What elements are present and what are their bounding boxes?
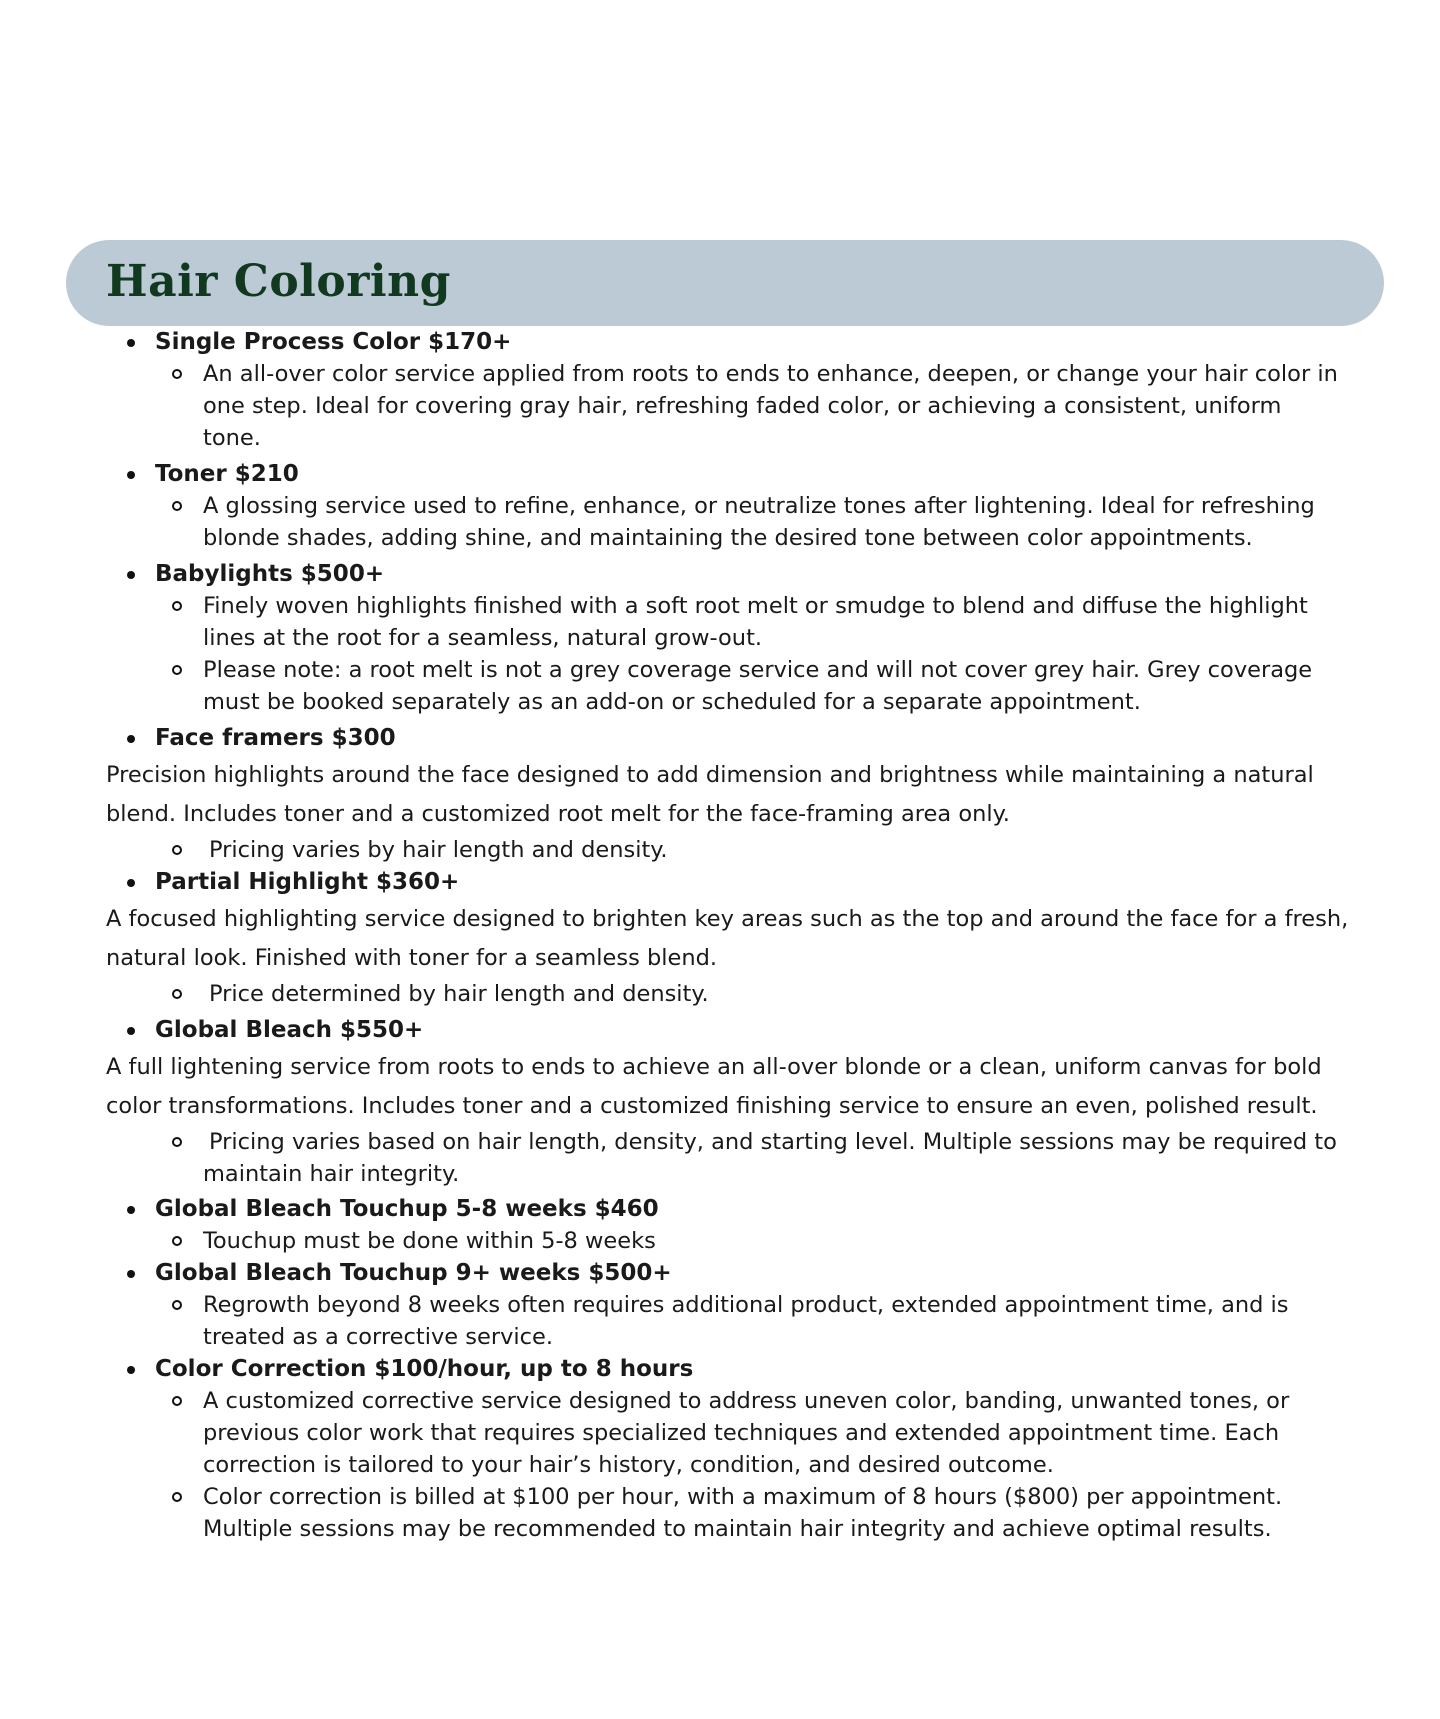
service-item — [0, 1353, 1440, 1545]
service-title: Toner $210 — [155, 458, 1440, 490]
service-item — [0, 1257, 1440, 1353]
service-title: Global Bleach Touchup 9+ weeks $500+ — [155, 1257, 1440, 1289]
service-description: A full lightening service from roots to ends to achieve an all-over blonde or a clean, uniform canvas for bold color transformations. Includes toner and a customized finishing service to ensure an even, polished result. — [106, 1054, 1322, 1119]
service-item — [0, 558, 1440, 718]
service-item — [0, 1193, 1440, 1257]
service-description: Precision highlights around the face designed to add dimension and brightness while maintaining a natural blend. Includes toner and a customized root melt for the face-framing area only. — [106, 762, 1314, 827]
section-title: Hair Coloring — [106, 256, 451, 307]
service-item — [0, 866, 1440, 1010]
service-item — [0, 1014, 1440, 1190]
service-detail: Finely woven highlights finished with a soft root melt or smudge to blend and diffuse the highlight lines at the root for a seamless, natural grow-out. — [203, 590, 1343, 654]
service-title: Single Process Color $170+ — [155, 326, 1440, 358]
section-header-band — [66, 240, 1384, 326]
service-title: Global Bleach Touchup 5-8 weeks $460 — [155, 1193, 1440, 1225]
service-detail: A customized corrective service designed to address uneven color, banding, unwanted tones, or previous color work that requires specialized techniques and extended appointment time. Each correction is tailored to your hair’s history, condition, and desired outcome. — [203, 1385, 1343, 1481]
service-detail: Please note: a root melt is not a grey coverage service and will not cover grey hair. Grey coverage must be booked separately as an add-on or scheduled for a separate appointment. — [203, 654, 1343, 718]
service-detail: Touchup must be done within 5-8 weeks — [203, 1225, 1343, 1257]
service-item — [0, 458, 1440, 554]
service-detail: Pricing varies based on hair length, density, and starting level. Multiple sessions may be required to maintain hair integrity. — [203, 1126, 1343, 1190]
service-description: A focused highlighting service designed to brighten key areas such as the top and around the face for a fresh, natural look. Finished with toner for a seamless blend. — [106, 906, 1349, 971]
service-detail: An all-over color service applied from roots to ends to enhance, deepen, or change your hair color in one step. Ideal for covering gray hair, refreshing faded color, or achieving a consistent, uniform tone. — [203, 358, 1343, 454]
service-title: Babylights $500+ — [155, 558, 1440, 590]
service-list — [0, 326, 1440, 1545]
service-detail: Price determined by hair length and density. — [203, 978, 1343, 1010]
service-item — [0, 722, 1440, 866]
service-title: Global Bleach $550+ — [155, 1014, 1440, 1046]
service-detail: Color correction is billed at $100 per hour, with a maximum of 8 hours ($800) per appointment. Multiple sessions may be recommended to maintain hair integrity and achieve optimal results. — [203, 1481, 1343, 1545]
service-detail: Regrowth beyond 8 weeks often requires additional product, extended appointment time, and is treated as a corrective service. — [203, 1289, 1343, 1353]
service-item — [0, 326, 1440, 454]
service-title: Face framers $300 — [155, 722, 1440, 754]
service-title: Partial Highlight $360+ — [155, 866, 1440, 898]
service-title: Color Correction $100/hour, up to 8 hours — [155, 1353, 1440, 1385]
service-detail: Pricing varies by hair length and density. — [203, 834, 1343, 866]
service-detail: A glossing service used to refine, enhance, or neutralize tones after lightening. Ideal for refreshing blonde shades, adding shine, and maintaining the desired tone between color appointments. — [203, 490, 1343, 554]
